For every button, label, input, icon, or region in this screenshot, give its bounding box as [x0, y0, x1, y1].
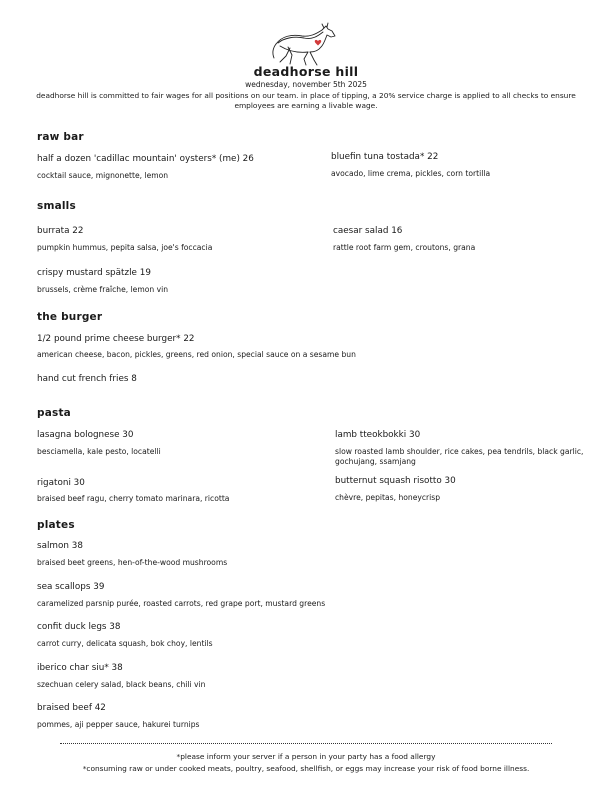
menu-item-spaetzle-desc: brussels, crème fraîche, lemon vin: [37, 285, 169, 294]
menu-item-braised-beef: braised beef 42: [37, 703, 106, 713]
menu-item-butternut-risotto: butternut squash risotto 30: [335, 476, 456, 486]
menu-item-french-fries: hand cut french fries 8: [37, 374, 137, 384]
menu-item-cheese-burger-desc: american cheese, bacon, pickles, greens, red onion, special sauce on a sesame bun: [37, 350, 356, 359]
footer-divider: [60, 743, 552, 744]
service-charge-notice: deadhorse hill is committed to fair wages for all positions on our team. in place of tipping, a 20% service charge is applied to all checks to ensure employees are earning a livable wage.: [36, 91, 576, 110]
menu-item-sea-scallops-desc: caramelized parsnip purée, roasted carrots, red grape port, mustard greens: [37, 599, 326, 608]
section-title-plates: plates: [37, 519, 75, 531]
menu-item-oysters: half a dozen 'cadillac mountain' oysters* (me) 26: [37, 154, 254, 164]
restaurant-name: deadhorse hill: [253, 64, 359, 79]
menu-item-caesar-salad: caesar salad 16: [333, 226, 403, 236]
menu-item-rigatoni-desc: braised beef ragu, cherry tomato marinara, ricotta: [37, 494, 230, 503]
menu-date: wednesday, november 5th 2025: [245, 80, 367, 89]
menu-item-burrata: burrata 22: [37, 226, 84, 236]
heart-icon: [315, 40, 321, 46]
menu-item-lamb-tteokbokki: lamb tteokbokki 30: [335, 430, 421, 440]
menu-item-burrata-desc: pumpkin hummus, pepita salsa, joe's foccacia: [37, 243, 213, 252]
menu-item-tuna-tostada: bluefin tuna tostada* 22: [331, 152, 439, 162]
menu-item-rigatoni: rigatoni 30: [37, 478, 85, 488]
menu-item-butternut-risotto-desc: chèvre, pepitas, honeycrisp: [335, 493, 441, 502]
menu-item-sea-scallops: sea scallops 39: [37, 582, 105, 592]
menu-item-spaetzle: crispy mustard spätzle 19: [37, 268, 151, 278]
menu-item-confit-duck: confit duck legs 38: [37, 622, 121, 632]
section-title-smalls: smalls: [37, 200, 76, 212]
menu-item-cheese-burger: 1/2 pound prime cheese burger* 22: [37, 334, 195, 344]
menu-item-iberico-char-siu-desc: szechuan celery salad, black beans, chili vin: [37, 680, 206, 689]
menu-item-braised-beef-desc: pommes, aji pepper sauce, hakurei turnips: [37, 720, 200, 729]
menu-item-lasagna-desc: besciamella, kale pesto, locatelli: [37, 447, 161, 456]
menu-item-lasagna: lasagna bolognese 30: [37, 430, 134, 440]
menu-item-lamb-tteokbokki-desc: slow roasted lamb shoulder, rice cakes, pea tendrils, black garlic, gochujang, ssamjang: [335, 447, 584, 466]
menu-item-confit-duck-desc: carrot curry, delicata squash, bok choy, lentils: [37, 639, 213, 648]
menu-item-salmon-desc: braised beet greens, hen-of-the-wood mushrooms: [37, 558, 228, 567]
menu-item-oysters-desc: cocktail sauce, mignonette, lemon: [37, 171, 169, 180]
menu-item-salmon: salmon 38: [37, 541, 83, 551]
horse-logo-icon: [268, 22, 344, 68]
menu-item-caesar-salad-desc: rattle root farm gem, croutons, grana: [333, 243, 476, 252]
section-title-raw-bar: raw bar: [37, 131, 84, 143]
section-title-burger: the burger: [37, 311, 103, 323]
allergy-note: *please inform your server if a person in your party has a food allergy: [176, 752, 436, 761]
menu-item-iberico-char-siu: iberico char siu* 38: [37, 663, 123, 673]
section-title-pasta: pasta: [37, 407, 71, 419]
raw-food-warning: *consuming raw or under cooked meats, poultry, seafood, shellfish, or eggs may increase your risk of food borne illness.: [82, 764, 530, 773]
menu-item-tuna-tostada-desc: avocado, lime crema, pickles, corn tortilla: [331, 169, 491, 178]
